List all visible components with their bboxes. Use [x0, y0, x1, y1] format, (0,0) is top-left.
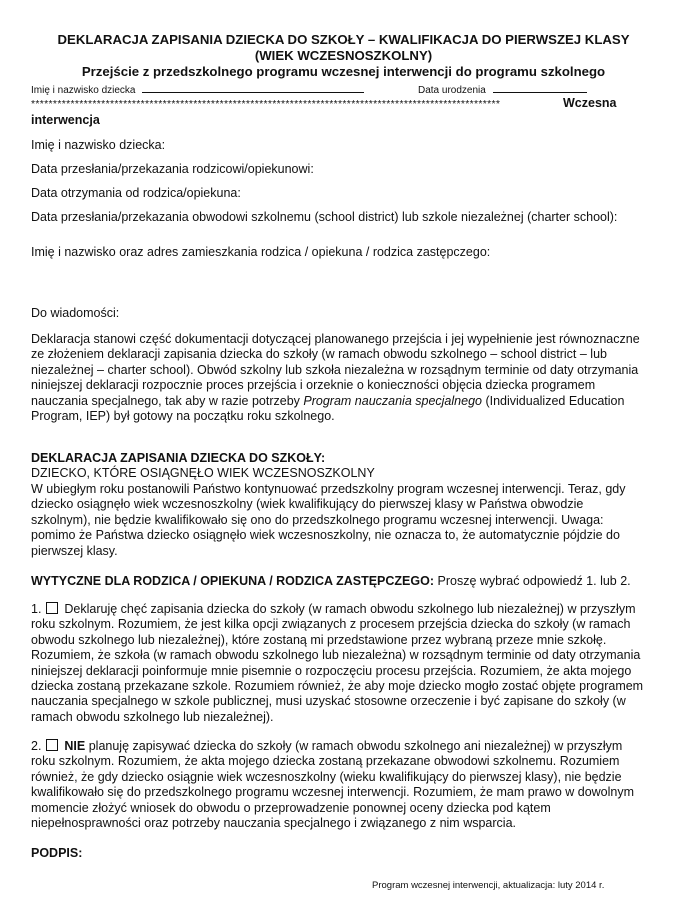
- field-sent-to-district-date: Data przesłania/przekazania obwodowi szkolnemu (school district) lub szkole niezależnej (charter school):: [31, 210, 618, 224]
- star-divider-stars: ***********************************************************************************************************: [31, 98, 501, 110]
- meta-birth-date: [418, 83, 587, 97]
- declaration-line: pierwszej klasy.: [31, 543, 118, 558]
- guidelines-instruction: Proszę wybrać odpowiedź 1. lub 2.: [434, 574, 631, 588]
- divider-label-a: Wczesna: [563, 96, 617, 110]
- declaration-paragraph: [31, 482, 661, 559]
- notice-line: ze złożeniem deklaracji zapisania dziecka do szkoły (w ramach obwodu szkolnego – school district – lub: [31, 347, 607, 362]
- option-2-text: planuję zapisywać dziecka do szkoły (w ramach obwodu szkolnego ani niezależnej) w przyszłym: [85, 739, 623, 753]
- guidelines-heading: WYTYCZNE DLA RODZICA / OPIEKUNA / RODZICA ZASTĘPCZEGO:: [31, 574, 435, 588]
- child-name-blank[interactable]: [142, 83, 364, 93]
- option-2-nie: NIE: [64, 739, 86, 753]
- option-2-number: 2.: [31, 739, 42, 753]
- option-2-line: również, że gdy dziecko osiągnie wiek wczesnoszkolny (wieku kwalifikujący do pierwszej klasy), nie będzie: [31, 769, 622, 784]
- option-2-checkbox[interactable]: [46, 739, 58, 751]
- footer-note: Program wczesnej interwencji, aktualizacja: luty 2014 r.: [372, 880, 605, 891]
- option-1-checkbox[interactable]: [46, 602, 58, 614]
- option-1-line: nauczania specjalnego w szkole publicznej, musi uzyskać stosowne orzeczenie i być zapisane do szkoły (w: [31, 694, 626, 709]
- declaration-line: szkolnym), nie będzie kwalifikowało się ono do przedszkolnego programu wczesnej interwencji. Uwaga:: [31, 512, 604, 527]
- option-1-line: obwodu szkolnego lub niezależnej), które zostaną mi przedstawione przez wybraną przeze mnie szkołę.: [31, 632, 607, 647]
- guidelines: [31, 574, 661, 589]
- document-title-line2: (WIEK WCZESNOSZKOLNY): [254, 48, 433, 63]
- option-1-line: roku szkolnym. Rozumiem, że jest kilka opcji związanych z procesem przejścia dziecka do szkoły (w ramach: [31, 617, 631, 632]
- signature-label: PODPIS:: [31, 846, 83, 860]
- birth-date-blank[interactable]: [493, 83, 587, 93]
- option-1-number: 1.: [31, 602, 42, 616]
- notice-line: niniejszej deklaracji rozpocznie proces przejścia i orzeknie o konieczności objęcia dziecka programem: [31, 378, 596, 393]
- option-1-line: dziecka zostaną przekazane szkole. Rozumiem również, że aby moje dziecko mogło zostać objęte programem: [31, 679, 644, 694]
- notice-line: Deklaracja stanowi część dokumentacji dotyczącej planowanego przejścia i jej wypełnienie jest równoznaczne: [31, 332, 640, 346]
- field-child-name: Imię i nazwisko dziecka:: [31, 138, 166, 152]
- notice-line: niezależnej – charter school). Obwód szkolny lub szkoła niezależna w rozsądnym terminie od daty otrzymania: [31, 362, 639, 377]
- option-1-line: niniejszej deklaracji poinformuje mnie pisemnie o rozpoczęciu procesu przejścia. Rozumiem, że akta mojego: [31, 663, 632, 678]
- meta-child-name: [31, 83, 364, 97]
- notice-line5-italic: Program nauczania specjalnego: [303, 393, 482, 408]
- option-2: [31, 739, 661, 831]
- notice-paragraph: [31, 332, 661, 424]
- declaration-line: W ubiegłym roku postanowili Państwo kontynuować przedszkolny program wczesnej interwencji. Teraz, gdy: [31, 482, 626, 496]
- divider-label-b: interwencja: [31, 113, 100, 127]
- birth-date-label: Data urodzenia: [418, 85, 486, 96]
- option-1-text: Deklaruję chęć zapisania dziecka do szkoły (w ramach obwodu szkolnego lub niezależnej) w przyszłym: [64, 602, 636, 616]
- declaration-line: pomimo że Państwa dziecko osiągnęło wiek wczesnoszkolny, nie oznacza to, że automatycznie pójdzie do: [31, 528, 620, 543]
- notice-line5-post: (Individualized Education: [481, 393, 625, 408]
- declaration-heading: DEKLARACJA ZAPISANIA DZIECKA DO SZKOŁY:: [31, 451, 326, 465]
- option-1: [31, 602, 661, 725]
- child-name-label: Imię i nazwisko dziecka: [31, 85, 136, 96]
- option-2-first-line: [31, 739, 661, 754]
- field-sent-to-parent-date: Data przesłania/przekazania rodzicowi/opiekunowi:: [31, 162, 314, 176]
- option-2-line: momencie złożyć wniosek do obwodu o przeprowadzenie ponownej oceny dziecka pod kątem: [31, 800, 551, 815]
- notice-line5-pre: nauczania specjalnego, tak aby w razie potrzeby: [31, 393, 304, 408]
- option-1-line: ramach obwodu szkolnego lub niezależnej).: [31, 709, 274, 724]
- option-1-first-line: [31, 602, 661, 617]
- option-2-line: kwalifikowało się do przedszkolnego programu wczesnej interwencji. Rozumiem, że mam prawo w dowolnym: [31, 785, 635, 800]
- document-subtitle: Przejście z przedszkolnego programu wczesnej interwencji do programu szkolnego: [81, 64, 606, 79]
- declaration-subheading: DZIECKO, KTÓRE OSIĄGNĘŁO WIEK WCZESNOSZKOLNY: [31, 466, 375, 480]
- option-1-line: Rozumiem, że szkoła (w ramach obwodu szkolnego lub niezależna) w rozsądnym terminie od daty otrzymania: [31, 648, 641, 663]
- field-parent-name-address: Imię i nazwisko oraz adres zamieszkania rodzica / opiekuna / rodzica zastępczego:: [31, 245, 491, 259]
- notice-heading: Do wiadomości:: [31, 306, 120, 320]
- notice-line: [31, 394, 661, 409]
- option-2-line: roku szkolnym. Rozumiem, że akta mojego dziecka zostaną przekazane obwodowi szkolnemu. Rozumiem: [31, 754, 620, 769]
- notice-line: Program, IEP) był gotowy na początku roku szkolnego.: [31, 409, 335, 424]
- document-title-line1: DEKLARACJA ZAPISANIA DZIECKA DO SZKOŁY – KWALIFIKACJA DO PIERWSZEJ KLASY: [57, 32, 630, 47]
- option-2-line: niepełnosprawności oraz potrzeby nauczania specjalnego i związanego z nim wsparcia.: [31, 816, 516, 831]
- declaration-line: dziecko osiągnęło wiek wczesnoszkolny (wiek kwalifikujący do pierwszej klasy w Państwa obwodzie: [31, 497, 584, 512]
- field-received-from-parent-date: Data otrzymania od rodzica/opiekuna:: [31, 186, 241, 200]
